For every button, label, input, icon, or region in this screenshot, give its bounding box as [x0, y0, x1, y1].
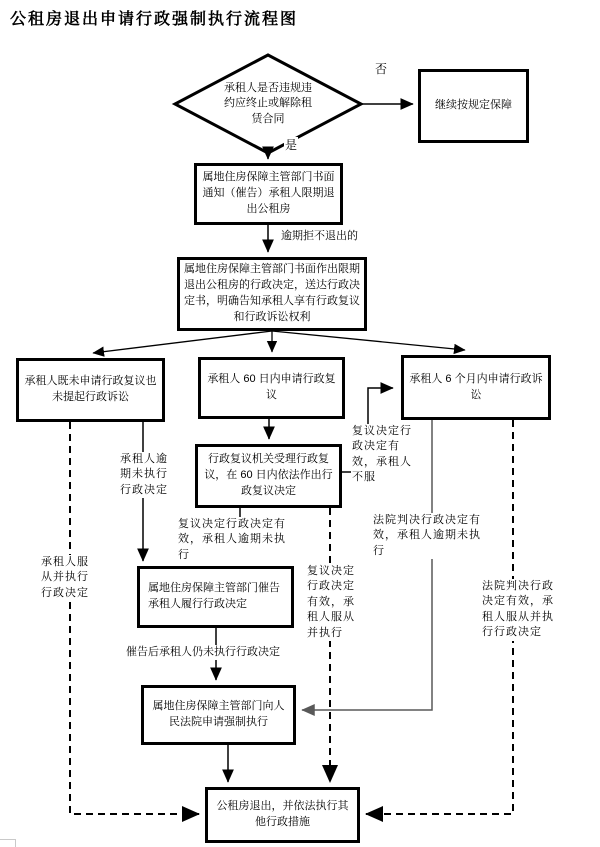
- continue-guarantee-box: 继续按规定保障: [418, 69, 529, 143]
- review-organ-box: 行政复议机关受理行政复议，在 60 日内依法作出行政复议决定: [195, 444, 342, 508]
- edge-label-review-valid-comply: 复议决定行政决定有效，承租人服从并执行: [306, 564, 360, 641]
- edge-label-review-valid-overdue: 复议决定行政决定有效，承租人逾期未执行: [177, 517, 289, 563]
- decision-diamond-label: 承租人是否违规违约应终止或解除租赁合同: [224, 82, 312, 125]
- page-title: 公租房退出申请行政强制执行流程图: [10, 11, 299, 28]
- edge-label-court-valid-comply: 法院判决行政决定有效，承租人服从并执行行政决定: [481, 579, 557, 641]
- edge-label-after-urge: 催告后承租人仍未执行行政决定: [125, 645, 281, 660]
- page-corner-artifact: [0, 839, 16, 847]
- admin-decision-box: 属地住房保障主管部门书面作出限期退出公租房的行政决定，送达行政决定书，明确告知承租人享有行政复议和行政诉讼权利: [177, 257, 367, 331]
- edge-label-tenant-comply: 承租人服从并执行行政决定: [40, 555, 94, 601]
- edge-label-tenant-overdue: 承租人逾期未执行行政决定: [119, 452, 173, 498]
- edge-label-review-valid-not-accept: 复议决定行政决定有效，承租人不服: [351, 424, 417, 486]
- apply-lawsuit-box: 承租人 6 个月内申请行政诉讼: [401, 355, 551, 420]
- written-notice-box: 属地住房保障主管部门书面通知（催告）承租人限期退出公租房: [194, 163, 343, 225]
- arrow-decision-to-noaction: [93, 331, 272, 353]
- edge-label-overdue-refuse: 逾期拒不退出的: [280, 229, 359, 244]
- apply-review-box: 承租人 60 日内申请行政复议: [198, 357, 345, 419]
- exit-house-box: 公租房退出，并依法执行其他行政措施: [205, 787, 360, 843]
- edge-label-no: 否: [375, 62, 388, 76]
- arrow-decision-to-lawsuit: [272, 331, 465, 350]
- apply-enforcement-box: 属地住房保障主管部门向人民法院申请强制执行: [141, 685, 296, 745]
- no-review-no-lawsuit-box: 承租人既未申请行政复议也未提起行政诉讼: [16, 358, 165, 422]
- edge-label-court-valid-overdue: 法院判决行政决定有效，承租人逾期未执行: [372, 513, 486, 559]
- edge-label-yes: 是: [285, 138, 298, 152]
- urge-perform-box: 属地住房保障主管部门催告承租人履行行政决定: [137, 566, 294, 628]
